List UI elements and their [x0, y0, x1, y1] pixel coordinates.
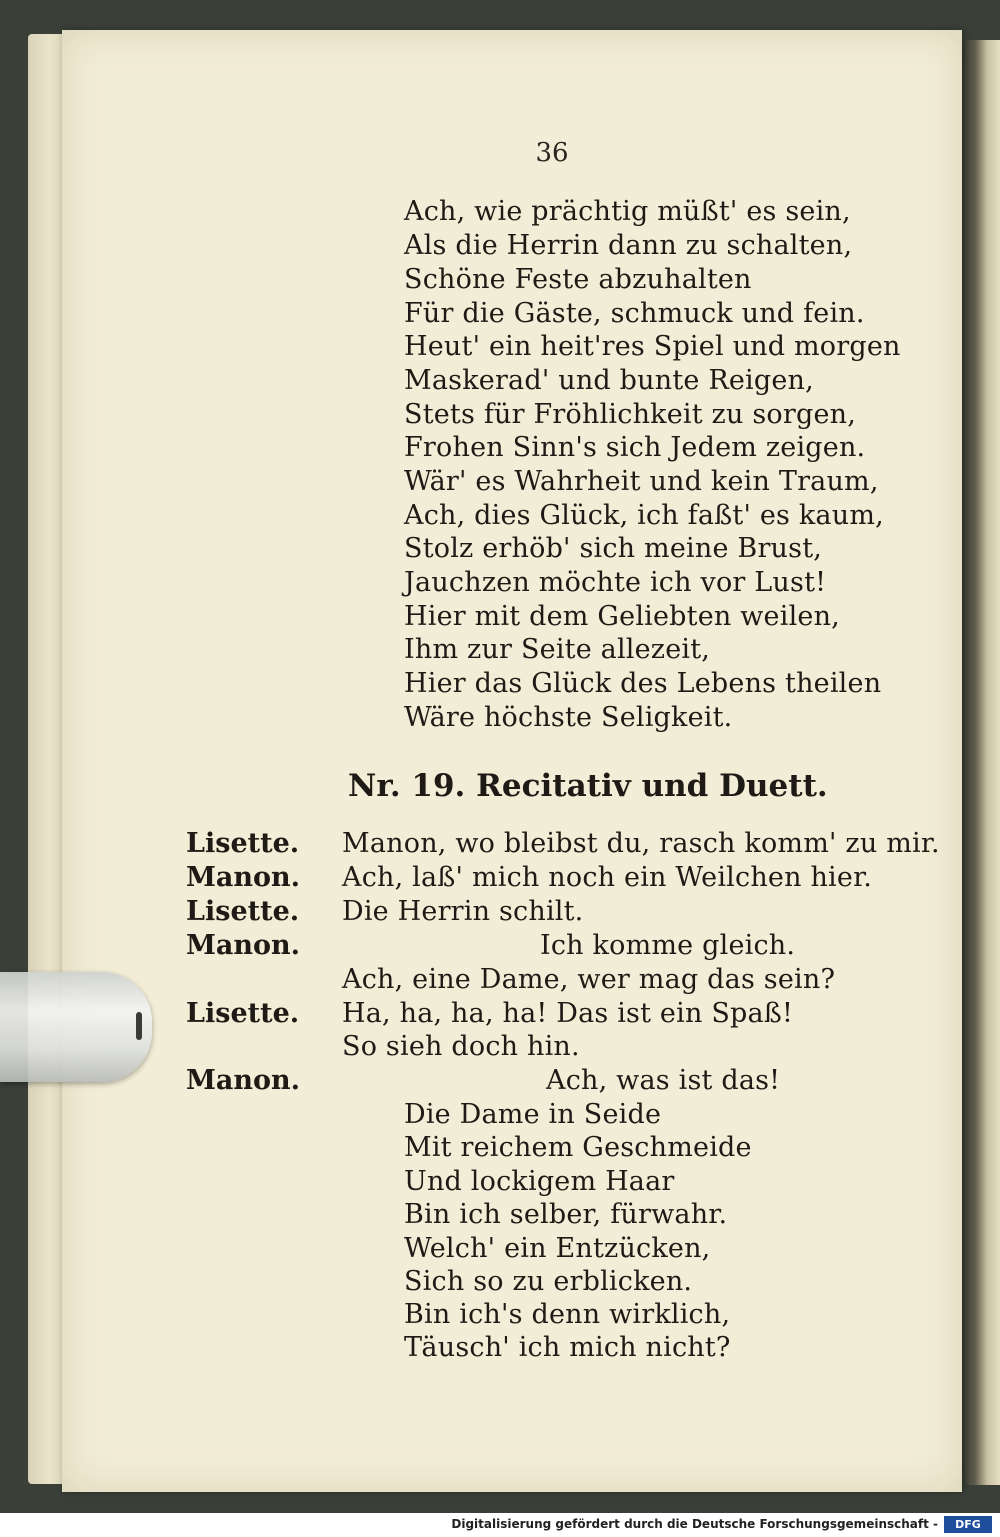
dialogue-line: Ach, was ist das!	[546, 1065, 781, 1096]
speaker-name: Lisette.	[186, 998, 300, 1029]
dialogue-line: Ha, ha, ha, ha! Das ist ein Spaß!	[342, 998, 794, 1029]
verse-line: Als die Herrin dann zu schalten,	[404, 230, 853, 261]
verse-line: Mit reichem Geschmeide	[404, 1132, 752, 1163]
speaker-name: Lisette.	[186, 896, 300, 927]
dialogue-line: Die Herrin schilt.	[342, 896, 584, 927]
verse-line: Hier das Glück des Lebens theilen	[404, 668, 882, 699]
dialogue-line: Manon, wo bleibst du, rasch komm' zu mir.	[342, 828, 940, 859]
verse-line: Wäre höchste Seligkeit.	[404, 702, 733, 733]
page-number: 36	[535, 138, 569, 168]
verse-line: Hier mit dem Geliebten weilen,	[404, 601, 840, 632]
verse-line: Heut' ein heit'res Spiel und morgen	[404, 331, 901, 362]
dialogue-line: Ach, laß' mich noch ein Weilchen hier.	[342, 862, 872, 893]
footer-credit: Digitalisierung gefördert durch die Deutsche Forschungsgemeinschaft -	[451, 1517, 938, 1531]
speaker-name: Lisette.	[186, 828, 300, 859]
verse-line: Stolz erhöb' sich meine Brust,	[404, 533, 823, 564]
speaker-name: Manon.	[186, 930, 301, 961]
verse-line: Ach, dies Glück, ich faßt' es kaum,	[404, 500, 884, 531]
book-edge-right	[958, 40, 1000, 1485]
verse-line: Maskerad' und bunte Reigen,	[404, 365, 814, 396]
section-heading: Nr. 19. Recitativ und Duett.	[348, 768, 828, 804]
verse-line: Frohen Sinn's sich Jedem zeigen.	[404, 432, 866, 463]
dialogue-line: Ach, eine Dame, wer mag das sein?	[342, 964, 836, 995]
verse-line: Für die Gäste, schmuck und fein.	[404, 298, 865, 329]
scanner-clip	[0, 972, 152, 1082]
verse-line: Wär' es Wahrheit und kein Traum,	[404, 466, 879, 497]
verse-line: Jauchzen möchte ich vor Lust!	[404, 567, 827, 598]
verse-line: Sich so zu erblicken.	[404, 1266, 693, 1297]
verse-line: Bin ich's denn wirklich,	[404, 1299, 731, 1330]
verse-line: Täusch' ich mich nicht?	[404, 1332, 731, 1363]
verse-line: Ihm zur Seite allezeit,	[404, 634, 711, 665]
speaker-name: Manon.	[186, 862, 301, 893]
verse-line: Schöne Feste abzuhalten	[404, 264, 752, 295]
dialogue-line: So sieh doch hin.	[342, 1031, 580, 1062]
verse-line: Die Dame in Seide	[404, 1099, 662, 1130]
verse-line: Und lockigem Haar	[404, 1166, 675, 1197]
verse-line: Stets für Fröhlichkeit zu sorgen,	[404, 399, 857, 430]
verse-line: Bin ich selber, fürwahr.	[404, 1199, 728, 1230]
verse-line: Ach, wie prächtig müßt' es sein,	[404, 196, 851, 227]
footer-bar	[0, 1513, 1000, 1537]
dfg-logo: DFG	[944, 1516, 992, 1533]
speaker-name: Manon.	[186, 1065, 301, 1096]
dialogue-line: Ich komme gleich.	[540, 930, 796, 961]
verse-line: Welch' ein Entzücken,	[404, 1233, 711, 1264]
